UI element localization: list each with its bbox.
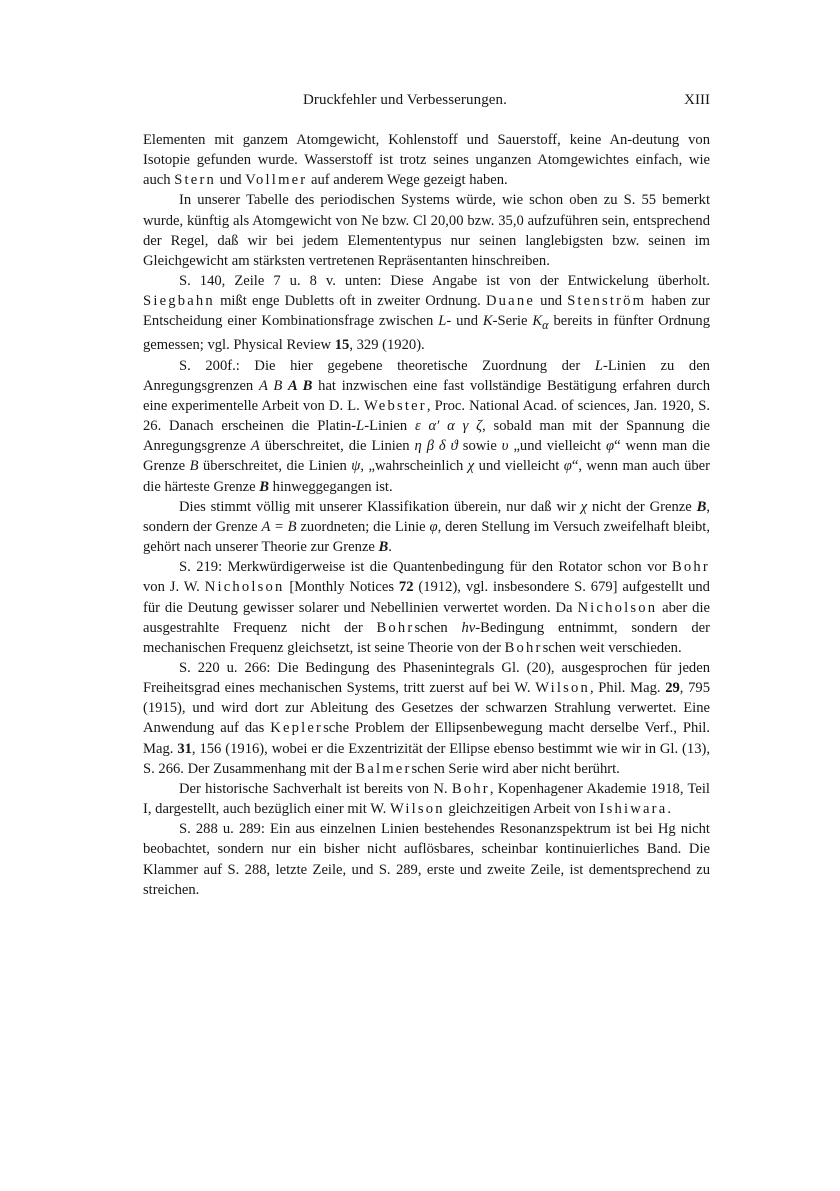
paragraph-isotopes: Elementen mit ganzem Atomgewicht, Kohlenstoff und Sauerstoff, keine An-deutung von Isotopie gefunden wurde. Wasserstoff ist trotz seines unganzen Atomgewichtes einfach, wie auch Stern und Vollmer auf anderem Wege gezeigt haben. xyxy=(143,132,710,189)
page-number: XIII xyxy=(684,92,710,108)
body-text xyxy=(143,130,710,900)
paragraph-periodic-table: In unserer Tabelle des periodischen Systems würde, wie schon oben zu S. 55 bemerkt wurde, künftig als Atomgewicht von Ne bzw. Cl 20,00 bzw. 35,0 aufzuführen sein, entsprechend der Regel, daß wir bei jedem Elemententypus nur seinen langlebigsten bzw. seinen im Gleichgewicht am stärksten vertretenen Repräsentanten hinschreiben. xyxy=(143,192,710,269)
paragraph-s219: S. 219: Merkwürdigerweise ist die Quantenbedingung für den Rotator schon vor Bohr von J. W. Nicholson [Monthly Notices 72 (1912), vgl. insbesondere S. 679] aufgestellt und für die Deutung gewisser solarer und Nebellinien verwertet worden. Da Nicholson aber die ausgestrahlte Frequenz nicht der Bohrschen hν-Bedingung entnimmt, sondern der mechanischen Frequenz gleichsetzt, ist seine Theorie von der Bohrschen weit verschieden. xyxy=(143,559,710,656)
paragraph-s200: S. 200f.: Die hier gegebene theoretische Zuordnung der L-Linien zu den Anregungsgrenzen A B A B hat inzwischen eine fast vollständige Bestätigung erfahren durch eine experimentelle Arbeit von D. L. Webster, Proc. National Acad. of sciences, Jan. 1920, S. 26. Danach erscheinen die Platin-L-Linien ε α′ α γ ζ, sobald man mit der Spannung die Anregungsgrenze A überschreitet, die Linien η β δ ϑ sowie υ „und vielleicht φ“ wenn man die Grenze B überschreitet, die Linien ψ, „wahrscheinlich χ und vielleicht φ“, wenn man auch über die härteste Grenze B hinweggegangen ist. xyxy=(143,357,711,495)
paragraph-historical: Der historische Sachverhalt ist bereits von N. Bohr, Kopenhagener Akademie 1918, Teil I, dargestellt, auch bezüglich einer mit W. Wilson gleichzeitigen Arbeit von Ishiwara. xyxy=(143,780,710,818)
header-title: Druckfehler und Verbesserungen. xyxy=(303,92,508,108)
paragraph-s140: S. 140, Zeile 7 u. 8 v. unten: Diese Angabe ist von der Entwickelung überholt. Siegbahn mißt enge Dubletts oft in zweiter Ordnung. Duane und Stenström haben zur Entscheidung einer Kombinationsfrage zwischen L- und K-Serie $K_\alpha$ bereits in fünfter Ordnung gemessen; vgl. Physical Review 15, 329 (1920). xyxy=(143,273,711,354)
paragraph-classification: Dies stimmt völlig mit unserer Klassifikation überein, nur daß wir χ nicht der Grenze B, sondern der Grenze A = B zuordneten; die Linie φ, deren Stellung im Versuch zweifelhaft bleibt, gehört nach unserer Theorie zur Grenze B. xyxy=(143,498,710,556)
paragraph-s288: S. 288 u. 289: Ein aus einzelnen Linien bestehendes Resonanzspektrum ist bei Hg nicht beobachtet, sondern nur ein bisher nicht auflösbares, scheinbar kontinuierliches Band. Die Klammer auf S. 288, letzte Zeile, und S. 289, erste und zweite Zeile, ist dementsprechend zu streichen. xyxy=(143,821,710,898)
paragraph-s220: S. 220 u. 266: Die Bedingung des Phasenintegrals Gl. (20), ausgesprochen für jeden Freiheitsgrad eines mechanischen Systems, tritt zuerst auf bei W. Wilson, Phil. Mag. 29, 795 (1915), und wird dort zur Ableitung des Gesetzes der schwarzen Strahlung verwertet. Eine Anwendung auf das Keplersche Problem der Ellipsenbewegung macht derselbe Verf., Phil. Mag. 31, 156 (1916), wobei er die Exzentrizität der Ellipse ebenso bestimmt wie wir in Gl. (13), S. 266. Der Zusammenhang mit der Balmerschen Serie wird aber nicht berührt. xyxy=(143,659,711,777)
